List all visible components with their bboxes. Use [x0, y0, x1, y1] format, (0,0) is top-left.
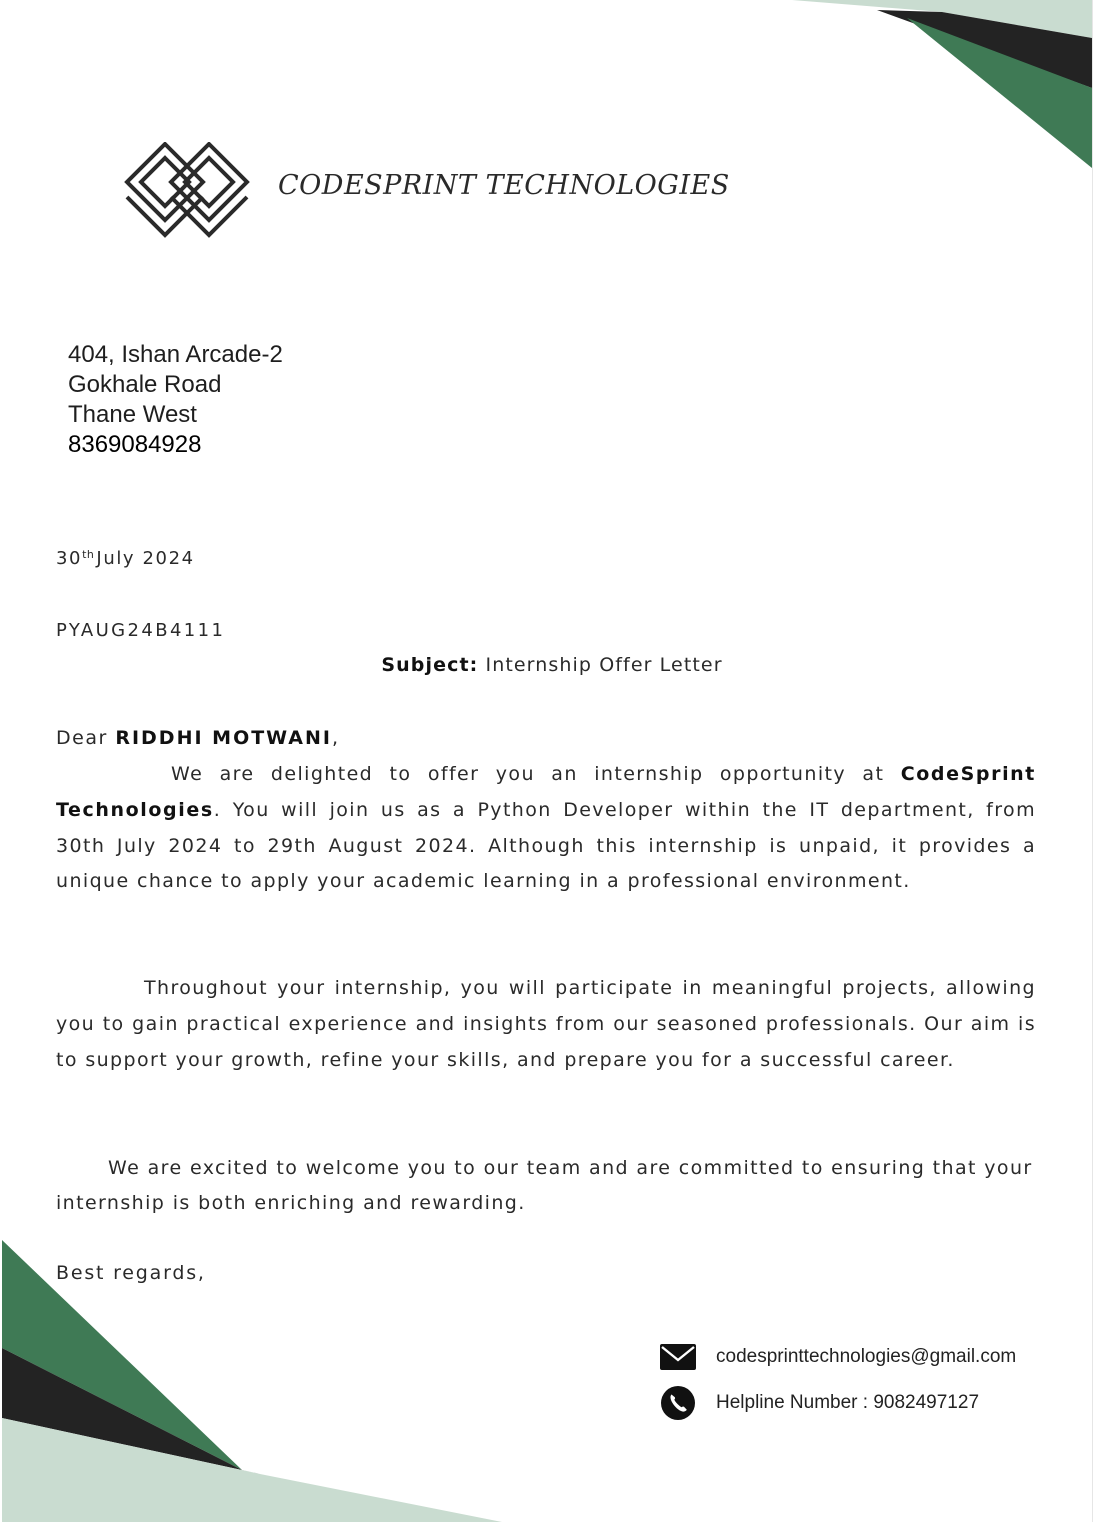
letter-date [56, 548, 195, 569]
paragraph-1-rest: . You will join us as a Python Developer within the IT department, from 30th July 2024 to 29th August 2024. Although this internship is unpaid, it provides a unique chance to apply your academic learning in a professional environment. [56, 798, 1036, 893]
contact-helpline: Helpline Number : 9082497127 [716, 1392, 980, 1413]
date-month-year: July 2024 [96, 548, 195, 569]
date-day: 30 [56, 548, 83, 569]
envelope-icon [660, 1344, 696, 1370]
address-line-3: Thane West [68, 401, 197, 428]
salutation-prefix: Dear [56, 727, 108, 749]
phone-icon [660, 1385, 696, 1421]
reference-number: PYAUG24B4111 [56, 620, 226, 641]
salutation [56, 727, 340, 749]
address-line-1: 404, Ishan Arcade-2 [68, 341, 283, 368]
paragraph-1-company: CodeSprint Technologies [56, 763, 1036, 821]
subject-text: Internship Offer Letter [485, 654, 723, 676]
sender-address [68, 340, 283, 460]
interlocking-squares-logo-icon [117, 142, 257, 242]
subject-label: Subject: [381, 654, 479, 676]
contact-email[interactable]: codesprinttechnologies@gmail.com [716, 1346, 1017, 1367]
contact-email-row [660, 1340, 1016, 1374]
letter-page [2, 0, 1093, 1522]
body-paragraph-3: We are excited to welcome you to our team and are committed to ensuring that your internship is both enriching and rewarding. [56, 1157, 1033, 1214]
address-phone: 8369084928 [68, 431, 202, 458]
paragraph-1-start: We are delighted to offer you an internship opportunity at [171, 763, 885, 785]
company-name: CODESPRINT TECHNOLOGIES [278, 170, 730, 201]
closing: Best regards, [56, 1262, 206, 1284]
salutation-suffix: , [331, 727, 340, 749]
body-paragraph-2: Throughout your internship, you will participate in meaningful projects, allowing you to gain practical experience and insights from our seasoned professionals. Our aim is to support your growth, refine your skills, and prepare you for a successful career. [56, 977, 1036, 1071]
contact-phone-row [660, 1386, 979, 1420]
date-suffix: th [82, 548, 95, 561]
body-paragraph-1 [56, 757, 1036, 900]
subject-line [2, 654, 1093, 676]
recipient-name: RIDDHI MOTWANI [115, 727, 332, 749]
address-line-2: Gokhale Road [68, 371, 222, 398]
